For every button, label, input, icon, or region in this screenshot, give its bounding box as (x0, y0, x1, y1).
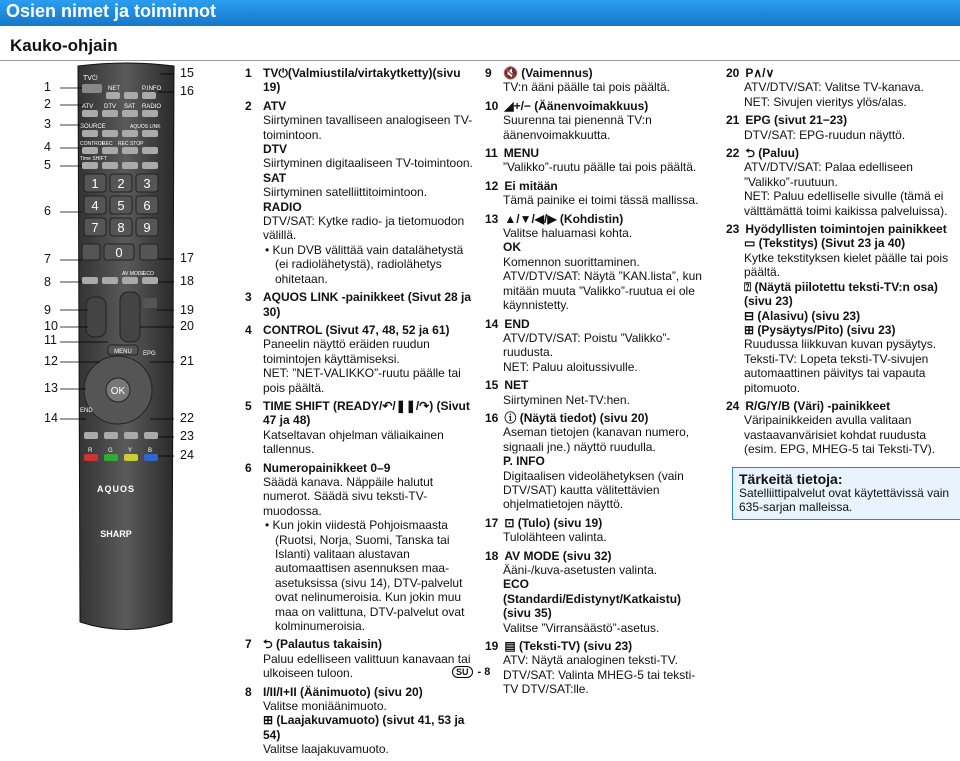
aquos-logo: AQUOS (96, 484, 136, 494)
item-text: Säädä kanava. Näppäile halutut numerot. Säädä sivu teksti-TV-muodossa. (263, 474, 434, 518)
link-button-2[interactable] (122, 130, 138, 137)
item-text: Siirtyminen tavalliseen analogiseen TV-toimintoon. (263, 113, 473, 142)
item-text: Valitse ”Virransäästö”-asetus. (503, 620, 660, 635)
item-number: 21 (726, 113, 740, 128)
page-number: - 8 (477, 666, 491, 678)
ready-button[interactable] (82, 162, 98, 169)
source-label: SOURCE (80, 124, 106, 130)
net-button[interactable] (106, 92, 120, 99)
item-title: AQUOS LINK -painikkeet (Sivut 28 ja 30) (263, 290, 472, 319)
y-label: Y (128, 448, 133, 454)
section-divider (0, 60, 960, 61)
callout-2: 2 (44, 97, 51, 111)
rewind-button[interactable] (102, 162, 118, 169)
item-3 (245, 290, 477, 319)
item-number: 14 (485, 316, 499, 331)
item-subheading: ▭ (Tekstitys) (Sivut 23 ja 40) (744, 236, 906, 251)
item-title: TV⏻(Valmiustila/virtakytketty)(sivu 19) (263, 66, 461, 95)
item-title: MENU (503, 146, 540, 161)
item-text: Tulolähteen valinta. (503, 530, 607, 545)
key-8-label: 8 (117, 220, 125, 235)
power-button[interactable] (82, 84, 102, 93)
item-text: Ruudussa liikkuvan kuvan pysäytys. Teksti-TV: Lopeta teksti-TV-sivujen automaattinen päivitys tai vapauta pitomuoto. (744, 337, 937, 395)
key-1-label: 1 (91, 176, 99, 191)
item-number: 8 (245, 684, 252, 699)
rec-button[interactable] (102, 147, 118, 154)
item-12 (485, 179, 710, 208)
item-title: ◢+/− (Äänenvoimakkuus) (504, 98, 649, 113)
item-number: 17 (485, 515, 499, 530)
item-heading (485, 212, 710, 226)
item-number: 4 (245, 322, 252, 337)
callout-6: 6 (44, 204, 51, 218)
key-5-label: 5 (117, 198, 125, 213)
item-heading (245, 637, 477, 651)
callout-15: 15 (180, 66, 194, 80)
item-heading (726, 146, 956, 160)
item-number: 3 (245, 290, 252, 305)
item-text: ”Valikko”-ruutu päälle tai pois päältä. (503, 160, 697, 175)
radio-button[interactable] (142, 110, 158, 117)
item-heading (245, 685, 477, 699)
item-text: Siirtyminen satelliittitoimintoon. (263, 185, 428, 200)
item-5 (245, 399, 477, 457)
item-title: Hyödyllisten toimintojen painikkeet (745, 222, 947, 237)
epg-label: EPG (143, 351, 156, 357)
item-title: CONTROL (Sivut 47, 48, 52 ja 61) (263, 322, 450, 337)
item-text: Paneelin näyttö eräiden ruudun toimintojen käyttämiseksi. (263, 337, 430, 366)
column-1 (245, 66, 477, 761)
callout-12: 12 (44, 354, 58, 368)
item-text: ATV/DTV/SAT: Valitse TV-kanava. (744, 80, 924, 95)
item-6 (245, 461, 477, 634)
item-21 (726, 113, 956, 142)
item-title: P∧/∨ (745, 66, 775, 80)
item-4 (245, 323, 477, 395)
end-label: END (80, 408, 93, 414)
item-title: NET (504, 378, 529, 393)
item-title: ATV (263, 98, 287, 113)
subtitle-button[interactable] (84, 432, 98, 439)
item-title: ⓘ (Näytä tiedot) (sivu 20) (504, 410, 649, 425)
radio-label: RADIO (142, 104, 162, 110)
key-3-label: 3 (143, 176, 151, 191)
item-title: ▤ (Teksti-TV) (sivu 23) (504, 639, 633, 654)
hold-button[interactable] (144, 432, 158, 439)
key-6-label: 6 (143, 198, 151, 213)
av-mode-button[interactable] (122, 277, 138, 284)
item-14 (485, 317, 710, 375)
item-8 (245, 685, 477, 757)
pause-button[interactable] (122, 162, 138, 169)
item-text: Digitaalisen videolähetyksen (vain DTV/SAT) kautta välitettävien ohjelmatietojen näyttö. (503, 468, 684, 512)
item-heading (485, 411, 710, 425)
item-17 (485, 516, 710, 545)
item-heading (485, 516, 710, 530)
item-number: 2 (245, 98, 252, 113)
callout-24: 24 (180, 448, 194, 462)
page-footer (452, 666, 490, 678)
callout-11: 11 (44, 333, 57, 347)
item-text: ATV: Näytä analoginen teksti-TV. (503, 653, 678, 668)
item-text: Suurenna tai pienennä TV:n äänenvoimakkuutta. (503, 113, 652, 142)
r-label: R (88, 448, 93, 454)
red-button[interactable] (84, 454, 98, 461)
item-heading (245, 323, 477, 337)
subpage-button[interactable] (124, 432, 138, 439)
eco-label: ECO (143, 271, 154, 277)
callout-1: 1 (44, 80, 51, 94)
key-4-label: 4 (91, 198, 99, 213)
yellow-button[interactable] (124, 454, 138, 461)
callout-20: 20 (180, 319, 194, 333)
callout-18: 18 (180, 274, 194, 288)
page-title: Osien nimet ja toiminnot (6, 1, 217, 21)
item-22 (726, 146, 956, 218)
item-1 (245, 66, 477, 95)
item-text: Aseman tietojen (kanavan numero, signaali jne.) näyttö ruudulla. (503, 425, 690, 454)
notice-box (732, 467, 960, 520)
input-button[interactable] (140, 244, 158, 260)
column-3 (726, 66, 956, 520)
item-subheading: SAT (263, 170, 287, 185)
item-23 (726, 222, 956, 395)
item-18 (485, 549, 710, 635)
item-heading (245, 290, 477, 319)
item-title: ⊡ (Tulo) (sivu 19) (504, 515, 603, 530)
item-text: ATV/DTV/SAT: Palaa edelliseen ”Valikko”-ruutuun. (744, 160, 913, 189)
item-title: ⮌ (Palautus takaisin) (263, 637, 382, 652)
item-9 (485, 66, 710, 95)
notice-title: Tärkeitä tietoja: (739, 470, 843, 487)
item-text: Valitse haluamasi kohta. (503, 226, 633, 241)
item-title: Numeropainikkeet 0–9 (263, 460, 391, 475)
callout-7: 7 (44, 252, 51, 266)
dtv-label: DTV (104, 104, 116, 110)
item-11 (485, 146, 710, 175)
item-number: 5 (245, 398, 252, 413)
item-text: Katseltavan ohjelman väliaikainen tallennus. (263, 427, 444, 457)
sat-label: SAT (124, 104, 136, 110)
item-24 (726, 399, 956, 457)
aux-button[interactable] (142, 147, 158, 154)
item-text: Ääni-/kuva-asetusten valinta. (503, 563, 658, 577)
item-heading (726, 399, 956, 413)
forward-button[interactable] (142, 162, 158, 169)
item-text: Väripainikkeiden avulla valitaan vastaavanvärisiet kohdat ruudusta (esim. EPG, MHEG-5 tai Teksti-TV). (744, 413, 936, 457)
item-15 (485, 378, 710, 407)
item-heading (485, 146, 710, 160)
header-bar (0, 0, 960, 26)
item-subheading: P. INFO (503, 454, 545, 469)
reveal-button[interactable] (104, 432, 118, 439)
item-title: AV MODE (sivu 32) (504, 548, 612, 563)
item-title: END (504, 316, 530, 331)
item-7 (245, 637, 477, 680)
item-subheading: ⍰ (Näytä piilotettu teksti-TV:n osa) (sivu 23) (744, 279, 938, 309)
item-text: Siirtyminen Net-TV:hen. (503, 392, 630, 407)
item-number: 11 (485, 146, 498, 161)
callout-16: 16 (180, 84, 194, 98)
key-7-label: 7 (91, 220, 99, 235)
item-heading (485, 378, 710, 392)
item-number: 15 (485, 378, 499, 393)
item-text: NET: Paluu aloitussivulle. (503, 359, 638, 374)
item-text: ATV/DTV/SAT: Poistu ”Valikko”-ruudusta. (503, 330, 671, 360)
g-label: G (108, 448, 113, 454)
atv-label: ATV (82, 104, 94, 110)
sat-button[interactable] (122, 110, 138, 117)
item-subheading: OK (503, 240, 521, 255)
item-title: EPG (sivut 21−23) (745, 113, 848, 128)
item-number: 20 (726, 66, 740, 80)
item-heading (726, 113, 956, 127)
item-text: ATV/DTV/SAT: Näytä ”KAN.lista”, kun mitään muuta ”Valikko”-ruutua ei ole käynnistetty. (503, 269, 702, 313)
item-title: 🔇 (Vaimennus) (503, 66, 593, 80)
b-label: B (148, 448, 153, 454)
section-title: Kauko-ohjain (10, 36, 118, 55)
volume-rocker[interactable] (86, 297, 106, 337)
item-number: 12 (485, 178, 499, 193)
item-subheading: ⊞ (Laajakuvamuoto) (sivut 41, 53 ja 54) (263, 713, 465, 742)
item-heading (485, 179, 710, 193)
av-mode-label: AV MODE (122, 271, 145, 277)
link-button-1[interactable] (102, 130, 118, 137)
callout-23: 23 (180, 429, 194, 443)
item-number: 13 (485, 211, 499, 226)
atv-button[interactable] (82, 110, 98, 117)
return-button[interactable] (82, 244, 100, 260)
item-heading (485, 317, 710, 331)
item-number: 18 (485, 548, 499, 563)
item-subheading: ECO (Standardi/Edistynyt/Katkaistu) (sivu 35) (503, 577, 682, 621)
item-text: DTV/SAT: EPG-ruudun näyttö. (744, 127, 906, 142)
rec-stop-button[interactable] (122, 147, 138, 154)
item-text: TV:n ääni päälle tai pois päältä. (503, 80, 670, 95)
item-heading (245, 99, 477, 113)
item-title: I/II/I+II (Äänimuoto) (sivu 20) (263, 684, 423, 699)
item-text: Valitse moniäänimuoto. (263, 699, 387, 714)
callout-4: 4 (44, 140, 51, 154)
language-icon: SU (452, 666, 473, 678)
item-text: DTV/SAT: Kytke radio- ja tietomuodon välillä. (263, 214, 465, 243)
item-heading (485, 66, 710, 80)
item-text: NET: Paluu edelliselle sivulle (tämä ei välttämättä toimi kaikissa palveluissa). (744, 189, 948, 218)
item-text: Tämä painike ei toimi tässä mallissa. (503, 193, 699, 208)
item-heading (485, 99, 710, 113)
item-heading (245, 399, 477, 428)
net-label: NET (108, 86, 120, 92)
item-title: Ei mitään (504, 178, 558, 193)
key-2-label: 2 (117, 176, 125, 191)
item-text: NET: Sivujen vieritys ylös/alas. (744, 94, 907, 109)
item-number: 7 (245, 637, 252, 652)
control-button[interactable] (82, 147, 98, 154)
wide-mode-button[interactable] (102, 277, 118, 284)
item-title: TIME SHIFT (READY/↶/❚❚/↷) (Sivut 47 ja 48) (263, 398, 470, 428)
item-text: Kytke tekstityksen kielet päälle tai pois päältä. (744, 250, 949, 280)
item-text: NET: ”NET-VALIKKO”-ruutu päälle tai pois päältä. (263, 366, 461, 395)
item-number: 6 (245, 460, 252, 475)
item-text: Komennon suorittaminen. (503, 254, 640, 269)
item-number: 9 (485, 66, 492, 80)
item-number: 10 (485, 98, 499, 113)
callout-21: 21 (180, 354, 194, 368)
item-10 (485, 99, 710, 142)
item-heading (485, 639, 710, 653)
callout-10: 10 (44, 319, 58, 333)
aquos-link-label: AQUOS LINK (130, 124, 161, 130)
green-button[interactable] (104, 454, 118, 461)
blue-button[interactable] (144, 454, 158, 461)
item-heading (485, 549, 710, 563)
menu-label: MENU (114, 349, 132, 355)
item-13 (485, 212, 710, 313)
callout-19: 19 (180, 303, 194, 317)
column-2 (485, 66, 710, 701)
callout-5: 5 (44, 158, 51, 172)
rec-stop-label: REC STOP (118, 141, 144, 147)
callout-14: 14 (44, 411, 58, 425)
eco-button[interactable] (142, 277, 158, 284)
item-title: ⮌ (Paluu) (745, 146, 799, 161)
channel-rocker[interactable] (120, 292, 140, 342)
callout-8: 8 (44, 275, 51, 289)
item-19 (485, 639, 710, 697)
callout-22: 22 (180, 411, 194, 425)
item-title: ▲/▼/◀/▶ (Kohdistin) (504, 211, 624, 226)
pinfo-label: P.INFO (142, 86, 162, 92)
sound-mode-button[interactable] (82, 277, 98, 284)
key-0-label: 0 (115, 245, 123, 260)
source-button[interactable] (82, 130, 98, 137)
item-text: • Kun DVB välittää vain datalähetystä (ei radiolähetystä), radiolähetys ohitetaan. (245, 243, 477, 286)
callout-9: 9 (44, 303, 51, 317)
item-number: 23 (726, 222, 740, 237)
teletext-button[interactable] (143, 298, 157, 308)
item-number: 1 (245, 66, 252, 80)
rec-label: REC (102, 141, 113, 147)
item-20 (726, 66, 956, 109)
callout-17: 17 (180, 251, 194, 265)
item-text: Valitse laajakuvamuoto. (263, 742, 389, 757)
item-heading (245, 461, 477, 475)
item-16 (485, 411, 710, 512)
callout-13: 13 (44, 381, 58, 395)
info-button[interactable] (124, 92, 138, 99)
item-number: 24 (726, 398, 740, 413)
control-label: CONTROL (80, 141, 105, 147)
time-shift-label: Time SHIFT (80, 156, 107, 162)
item-text: Siirtyminen digitaaliseen TV-toimintoon. (263, 156, 473, 171)
key-9-label: 9 (143, 220, 151, 235)
item-heading (726, 222, 956, 236)
callout-3: 3 (44, 117, 51, 131)
item-text: Paluu edelliseen valittuun kanavaan tai ulkoiseen tuloon. (263, 651, 471, 681)
item-number: 22 (726, 146, 740, 161)
dtv-button[interactable] (102, 110, 118, 117)
item-text: DTV/SAT: Valinta MHEG-5 tai teksti-TV DTV/SAT:lle. (503, 667, 696, 697)
item-title: R/G/Y/B (Väri) -painikkeet (745, 398, 891, 413)
item-subheading: DTV (263, 142, 287, 157)
item-text: • Kun jokin viidestä Pohjoismaasta (Ruotsi, Norja, Suomi, Tanska tai Islanti) valitaan alustavan automaattisen asennuksen maa-asetuksissa (sivu 14), DTV-palvelut ovat nelinumeroisia. Kun jokin muu maa on valittuna, DTV-palvelut ovat kolminumeroisia. (245, 518, 477, 633)
ok-label: OK (110, 386, 126, 397)
item-heading (245, 66, 477, 95)
item-subheading: ⊞ (Pysäytys/Pito) (sivu 23) (744, 322, 896, 337)
link-button-3[interactable] (142, 130, 158, 137)
pinfo-button[interactable] (142, 92, 156, 99)
item-heading (726, 66, 956, 80)
item-number: 19 (485, 639, 499, 654)
sharp-logo: SHARP (100, 529, 132, 539)
tv-label: TV⏻ (83, 75, 98, 82)
item-2 (245, 99, 477, 286)
notice-text: Satelliittipalvelut ovat käytettävissä vain 635-sarjan malleissa. (739, 485, 950, 515)
item-subheading: RADIO (263, 199, 302, 214)
item-number: 16 (485, 410, 499, 425)
item-subheading: ⊟ (Alasivu) (sivu 23) (744, 308, 861, 323)
